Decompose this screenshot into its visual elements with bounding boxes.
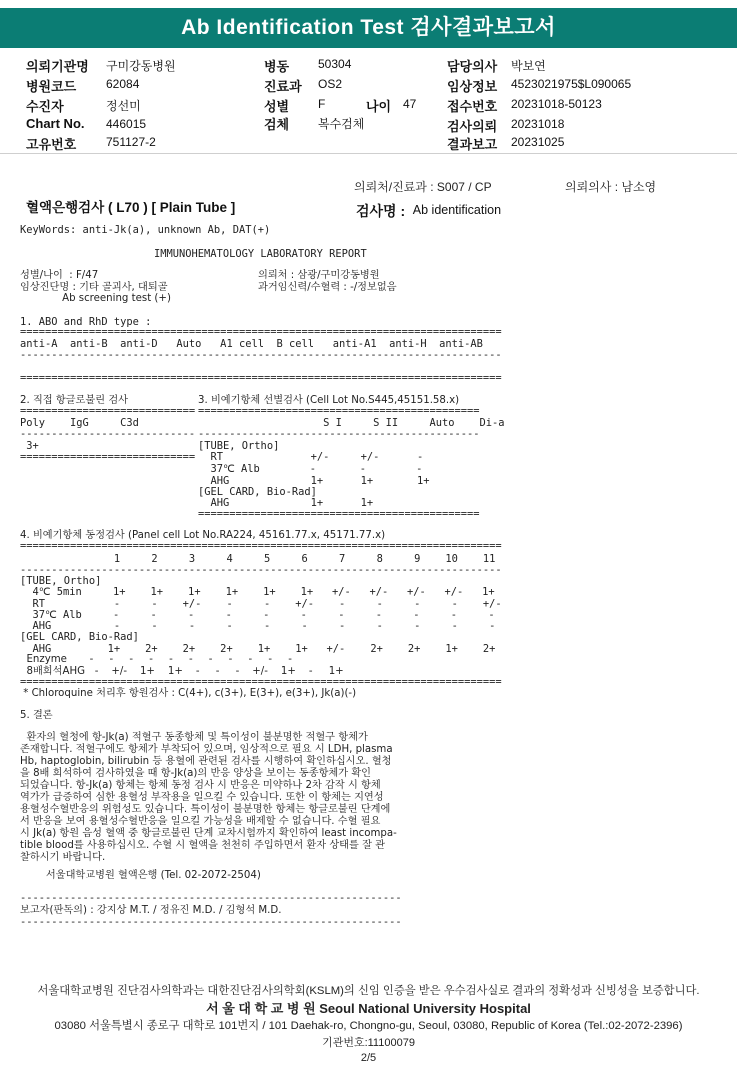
- section2-rule-top: ============================: [20, 405, 196, 417]
- section3-rule-mid: ---------------------------------------------: [198, 428, 480, 440]
- value-chart-no: 446015: [106, 117, 147, 131]
- value-hospital-code: 62084: [106, 77, 140, 91]
- conclusion-line-5: 역가가 급증하여 심한 용혈성 부작용을 일으킬 수 있습니다. 또한 이 항체는 지연성: [20, 792, 384, 803]
- reporter-rule-bottom: -------------------------------------------------------------: [20, 916, 402, 928]
- section1-rule-top: =============================================================================: [20, 326, 502, 338]
- label-test-request-date: 검사의뢰: [447, 119, 498, 134]
- section3-rule-top: =============================================: [198, 405, 480, 417]
- chloroquine-result: * Chloroquine 처리후 항원검사 : C(4+), c(3+), E(3+), e(3+), Jk(a)(-): [20, 688, 357, 699]
- value-ward: 50304: [318, 57, 352, 71]
- hospital-name-english: Seoul National University Hospital: [315, 1001, 531, 1016]
- value-age: 47: [403, 97, 417, 111]
- conclusion-line-9: tible blood를 사용하십시오. 수혈 시 혈액을 천천히 주입하면서 환자 상태를 잘 관: [20, 840, 386, 851]
- label-chart-no: Chart No.: [26, 116, 85, 131]
- conclusion-line-8: 시 Jk(a) 항원 음성 혈액 중 항글로불린 단계 교차시험까지 확인하여 least incompa-: [20, 828, 397, 839]
- label-sex: 성별: [264, 99, 290, 114]
- section3-line-2: RT +/- +/- -: [198, 451, 424, 463]
- report-banner-title: Ab Identification Test 검사결과보고서: [0, 8, 737, 48]
- section3-title: 3. 비예기항체 선별검사 (Cell Lot No.S445,45151.58.x): [198, 395, 460, 406]
- label-attending-doctor: 담당의사: [447, 59, 498, 74]
- value-attending-doctor: 박보연: [511, 59, 546, 73]
- exam-name-value: Ab identification: [410, 203, 502, 217]
- reporter-rule-top: -------------------------------------------------------------: [20, 892, 402, 904]
- section4-header: 1 2 3 4 5 6 7 8 9 10 11: [20, 553, 496, 565]
- value-requesting-institution: 구미강동병원: [106, 59, 176, 73]
- section4-title: 4. 비예기항체 동정검사 (Panel cell Lot No.RA224, 45161.77.x, 45171.77.x): [20, 530, 386, 541]
- label-patient-name: 수진자: [26, 99, 64, 114]
- section1-rule-mid: -----------------------------------------------------------------------------: [20, 349, 502, 361]
- section3-line-0: S I S II Auto Di-a: [198, 417, 505, 429]
- value-unique-number: 751127-2: [106, 135, 156, 149]
- value-receipt-number: 20231018-50123: [511, 97, 602, 111]
- blood-bank-contact: 서울대학교병원 혈액은행 (Tel. 02-2072-2504): [20, 870, 261, 881]
- label-clinical-info: 임상정보: [447, 79, 498, 94]
- value-test-request-date: 20231018: [511, 117, 565, 131]
- institution-number: 기관번호:11100079: [322, 1037, 415, 1049]
- section2-rule-bottom: ============================: [20, 451, 196, 463]
- section2-rule-mid: ----------------------------: [20, 428, 196, 440]
- section3-line-1: [TUBE, Ortho]: [198, 440, 280, 452]
- section3-rule-bottom: =============================================: [198, 508, 480, 520]
- section3-line-4: AHG 1+ 1+ 1+: [198, 475, 430, 487]
- section3-line-6: AHG 1+ 1+: [198, 497, 374, 509]
- label-result-report-date: 결과보고: [447, 137, 498, 152]
- conclusion-line-6: 용혈성수혈반응의 위험성도 있습니다. 특이성이 불분명한 항체는 항글로불린 단계에: [20, 804, 391, 815]
- section4-line-0: [TUBE, Ortho]: [20, 575, 102, 587]
- scanned-report: [0, 170, 737, 1030]
- label-receipt-number: 접수번호: [447, 99, 498, 114]
- conclusion-line-10: 찰하시기 바랍니다.: [20, 852, 106, 863]
- patient-info-grid: [0, 52, 737, 152]
- info-divider: [0, 153, 737, 154]
- section4-rule-mid: -----------------------------------------------------------------------------: [20, 564, 502, 576]
- section1-rule-bottom: =============================================================================: [20, 372, 502, 384]
- section1-title: 1. ABO and RhD type :: [20, 316, 152, 328]
- conclusion-line-7: 서 반응을 보여 용혈성수혈반응을 일으킬 가능성을 배제할 수 없습니다. 수혈 필요: [20, 816, 381, 827]
- section4-line-4: AHG - - - - - - - - - - -: [20, 620, 496, 632]
- keywords: KeyWords: anti-Jk(a), unknown Ab, DAT(+): [20, 224, 271, 236]
- certification-notice: 서울대학교병원 진단검사의학과는 대한진단검사의학회(KSLM)의 신임 인증을 받은 우수검사실로 결과의 정확성과 신빙성을 보증합니다.: [37, 985, 700, 997]
- conclusion-line-1: 존재합니다. 적혈구에도 항체가 부착되어 있으며, 임상적으로 필요 시 LDH, plasma: [20, 744, 393, 755]
- value-specimen: 복수검체: [318, 117, 365, 131]
- conclusion-line-2: Hb, haptoglobin, bilirubin 등 용혈에 관련된 검사를 시행하여 확인하십시오. 혈청: [20, 756, 392, 767]
- reporter-line: 보고자(판독의) : 강지상 M.T. / 정유진 M.D. / 김형석 M.D.: [20, 905, 282, 916]
- label-specimen: 검체: [264, 117, 290, 132]
- lab-report-title: IMMUNOHEMATOLOGY LABORATORY REPORT: [154, 248, 367, 260]
- label-age: 나이: [366, 99, 392, 114]
- conclusion-line-0: 환자의 혈청에 항-Jk(a) 적혈구 동종항체 및 특이성이 불분명한 적혈구 항체가: [20, 732, 368, 743]
- transfusion-history: 과거임신력/수혈력 : -/정보없음: [258, 282, 397, 293]
- hospital-name-korean: 서 울 대 학 교 병 원: [206, 1001, 316, 1016]
- section2-header: Poly IgG C3d: [20, 417, 139, 429]
- value-result-report-date: 20231025: [511, 135, 565, 149]
- section3-line-3: 37℃ Alb - - -: [198, 463, 423, 475]
- section4-line-7: Enzyme - - - - - - - - - - -: [20, 654, 292, 665]
- section5-title: 5. 결론: [20, 710, 53, 721]
- referring-dept: 의뢰처/진료과 : S007 / CP: [354, 180, 492, 194]
- section4-line-8: 8배희석AHG - +/- 1+ 1+ - - - +/- 1+ - 1+: [20, 666, 344, 677]
- referring-institution: 의뢰처 : 삼광/구미강동병원: [258, 270, 380, 281]
- label-hospital-code: 병원코드: [26, 79, 77, 94]
- section4-rule-top: =============================================================================: [20, 540, 502, 552]
- value-patient-name: 정선미: [106, 99, 141, 113]
- label-unique-number: 고유번호: [26, 137, 77, 152]
- clinical-diagnosis: 임상진단명 : 기타 골괴사, 대퇴골: [20, 282, 168, 293]
- demographics-sex-age: 성별/나이 : F/47: [20, 270, 99, 281]
- label-requesting-institution: 의뢰기관명: [26, 59, 89, 74]
- section2-title: 2. 직접 항글로불린 검사: [20, 395, 129, 406]
- page-number: 2/5: [360, 1052, 377, 1064]
- section4-line-6: AHG 1+ 2+ 2+ 2+ 1+ 1+ +/- 2+ 2+ 1+ 2+: [20, 643, 496, 655]
- test-title: 혈액은행검사 ( L70 ) [ Plain Tube ]: [26, 200, 236, 215]
- section3-line-5: [GEL CARD, Bio-Rad]: [198, 486, 317, 498]
- conclusion-line-3: 을 8배 희석하여 검사하였을 때 항-Jk(a)의 반응 양상을 보이는 동종항체가 확인: [20, 768, 372, 779]
- exam-name-label: 검사명 :: [356, 203, 406, 219]
- section4-line-3: 37℃ Alb - - - - - - - - - - -: [20, 609, 495, 621]
- label-department: 진료과: [264, 79, 302, 94]
- clinical-diagnosis-2: Ab screening test (+): [20, 293, 171, 304]
- hospital-name: [0, 998, 737, 1017]
- section1-header: anti-A anti-B anti-D Auto A1 cell B cell anti-A1 anti-H anti-AB: [20, 338, 483, 350]
- section4-rule-bottom: =============================================================================: [20, 676, 502, 688]
- referring-doctor: 의뢰의사 : 남소영: [565, 180, 657, 194]
- label-ward: 병동: [264, 59, 290, 74]
- value-clinical-info: 4523021975$L090065: [511, 77, 632, 91]
- section2-value: 3+: [20, 440, 39, 452]
- section4-line-5: [GEL CARD, Bio-Rad]: [20, 631, 139, 643]
- conclusion-line-4: 되었습니다. 항-Jk(a) 항체는 항체 동정 검사 시 반응은 미약하나 2차 감작 시 항체: [20, 780, 381, 791]
- section4-line-1: 4℃ 5min 1+ 1+ 1+ 1+ 1+ 1+ +/- +/- +/- +/- 1+: [20, 586, 495, 598]
- hospital-address: 03080 서울특별시 종로구 대학로 101번지 / 101 Daehak-ro, Chongno-gu, Seoul, 03080, Republic of Korea (Tel.:02-2072-2396): [54, 1020, 683, 1032]
- value-sex: F: [318, 97, 326, 111]
- section4-line-2: RT - - +/- - - +/- - - - - +/-: [20, 598, 502, 610]
- value-department: OS2: [318, 77, 343, 91]
